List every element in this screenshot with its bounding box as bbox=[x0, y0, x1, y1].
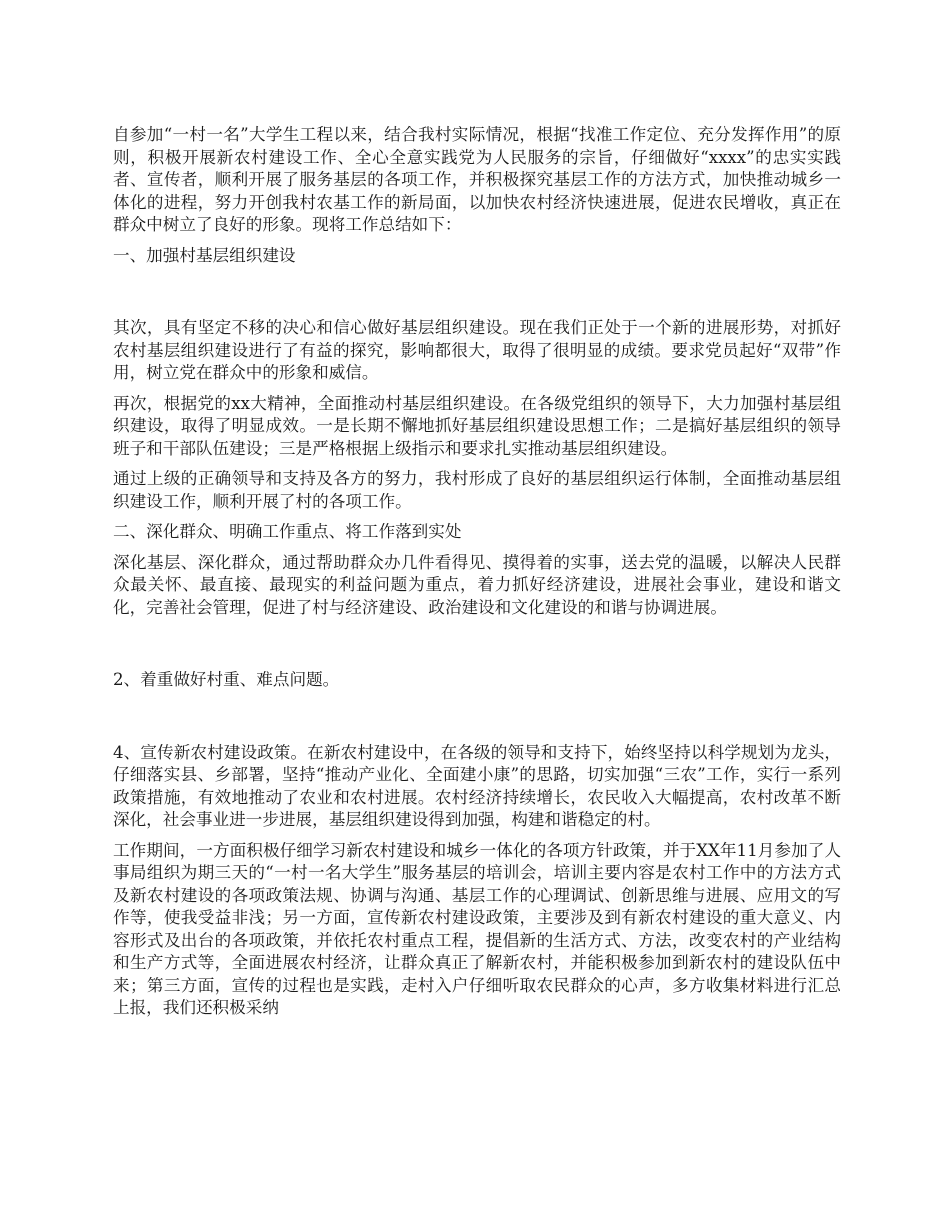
section-heading-2: 二、深化群众、明确工作重点、将工作落到实处 bbox=[113, 522, 462, 541]
spacer bbox=[113, 460, 841, 468]
paragraph-deepen-masses: 深化基层、深化群众，通过帮助群众办几件看得见、摸得着的实事，送去党的温暖，以解决人民群众最关怀、最直接、最现实的利益问题为重点，着力抓好经济建设，进展社会事业，建设和谐文化，完善社会管理，促进了村与经济建设、政治建设和文化建设的和谐与协调进展。 bbox=[113, 552, 841, 617]
intro-paragraph: 自参加“一村一名”大学生工程以来，结合我村实际情况，根据“找准工作定位、充分发挥作用”的原则，积极开展新农村建设工作、全心全意实践党为人民服务的宗旨，仔细做好“xxxx”的忠实实践者、宣传者，顺利开展了服务基层的各项工作，并积极探究基层工作的方法方式，加快推动城乡一体化的进程，努力开创我村农基工作的新局面，以加快农村经济快速进展，促进农民增收，真正在群众中树立了良好的形象。现将工作总结如下： bbox=[113, 125, 841, 234]
spacer bbox=[113, 237, 841, 245]
spacer bbox=[113, 692, 841, 742]
spacer bbox=[113, 267, 841, 317]
paragraph-secondly: 其次，具有坚定不移的决心和信心做好基层组织建设。现在我们正处于一个新的进展形势，对抓好农村基层组织建设进行了有益的探究，影响都很大，取得了很明显的成绩。要求党员起好“双带”作用，树立党在群众中的形象和威信。 bbox=[113, 318, 841, 382]
item-4-paragraph: 4、宣传新农村建设政策。在新农村建设中，在各级的领导和支持下，始终坚持以科学规划为龙头，仔细落实县、乡部署，坚持“推动产业化、全面建小康”的思路，切实加强“三农”工作，实行一系列政策措施，有效地推动了农业和农村进展。农村经济持续增长，农民收入大幅提高，农村改革不断深化，社会事业进一步进展，基层组织建设得到加强，构建和谐稳定的村。 bbox=[113, 742, 841, 829]
document-body bbox=[113, 124, 841, 1020]
spacer bbox=[113, 513, 841, 521]
spacer bbox=[113, 832, 841, 840]
spacer bbox=[113, 385, 841, 393]
paragraph-thirdly: 再次，根据党的xx大精神，全面推动村基层组织建设。在各级党组织的领导下，大力加强村基层组织建设，取得了明显成效。一是长期不懈地抓好基层组织建设思想工作；二是搞好基层组织的领导班子和干部队伍建设；三是严格根据上级指示和要求扎实推动基层组织建设。 bbox=[113, 393, 841, 458]
paragraph-work-period: 工作期间，一方面积极仔细学习新农村建设和城乡一体化的各项方针政策，并于XX年11月参加了人事局组织为期三天的“一村一名大学生”服务基层的培训会，培训主要内容是农村工作中的方法方式及新农村建设的各项政策法规、协调与沟通、基层工作的心理调试、创新思维与进展、应用文的写作等，使我受益非浅；另一方面，宣传新农村建设政策，主要涉及到有新农村建设的重大意义、内容形式及出台的各项政策，并依托农村重点工程，提倡新的生活方式、方法，改变农村的产业结构和生产方式等，全面进展农村经济，让群众真正了解新农村，并能积极参加到新农村的建设队伍中来；第三方面，宣传的过程也是实践，走村入户仔细听取农民群众的心声，多方收集材料进行汇总上报，我们还积极采纳 bbox=[113, 840, 841, 1017]
section-heading-1: 一、加强村基层组织建设 bbox=[113, 245, 296, 265]
spacer bbox=[113, 619, 841, 669]
paragraph-leadership: 通过上级的正确领导和支持及各方的努力，我村形成了良好的基层组织运行体制，全面推动基层组织建设工作，顺利开展了村的各项工作。 bbox=[113, 469, 841, 511]
item-2-heading: 2、着重做好村重、难点问题。 bbox=[113, 670, 340, 689]
spacer bbox=[113, 544, 841, 552]
